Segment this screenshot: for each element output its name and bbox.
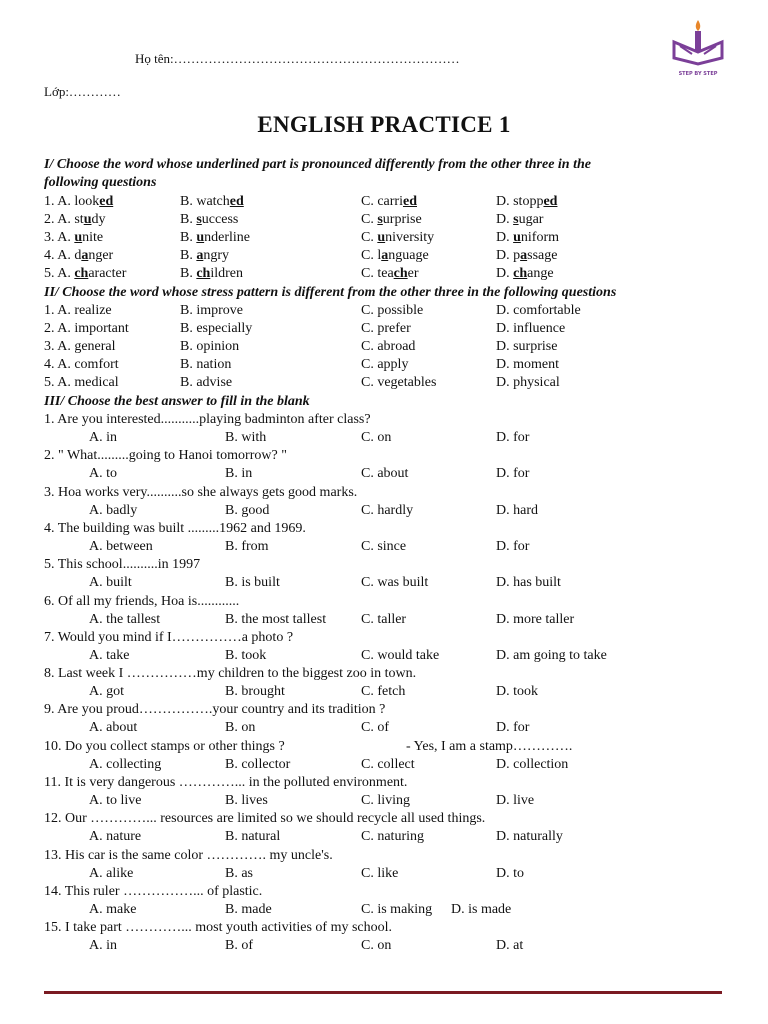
answer-option-a[interactable]: A. alike <box>89 865 134 881</box>
question-text: 1. Are you interested...........playing badminton after class? <box>44 412 371 427</box>
answer-options-row <box>0 937 768 955</box>
option-a: 1. A. looked <box>44 194 114 209</box>
answer-option-a[interactable]: A. about <box>89 720 138 736</box>
answer-option-d[interactable]: D. took <box>496 684 538 700</box>
answer-option-d[interactable]: D. hard <box>496 502 538 518</box>
answer-option-a[interactable]: A. to live <box>89 793 142 808</box>
answer-option-b[interactable]: B. in <box>225 466 253 482</box>
option-c: C. prefer <box>361 321 411 336</box>
page-title: ENGLISH PRACTICE 1 <box>257 112 511 137</box>
section2-question-row <box>0 338 768 356</box>
section1-question-row <box>0 193 768 211</box>
answer-option-d[interactable]: D. has built <box>496 575 561 591</box>
answer-option-c[interactable]: C. naturing <box>361 829 424 845</box>
option-c: C. vegetables <box>361 375 437 390</box>
answer-option-a[interactable]: A. the tallest <box>89 611 161 627</box>
option-d: D. comfortable <box>496 303 581 318</box>
answer-option-d[interactable]: D. at <box>496 938 524 954</box>
answer-option-a[interactable]: A. built <box>89 575 132 591</box>
answer-options-row <box>0 611 768 629</box>
answer-option-d[interactable]: D. for <box>496 430 530 445</box>
answer-option-c[interactable]: C. taller <box>361 611 407 627</box>
answer-option-c[interactable]: C. on <box>361 938 392 954</box>
question-text: 14. This ruler ……………... of plastic. <box>44 883 263 899</box>
answer-option-a[interactable]: A. got <box>89 684 124 700</box>
answer-option-a[interactable]: A. make <box>89 901 137 917</box>
answer-options-row <box>0 719 768 737</box>
option-a: 5. A. character <box>44 266 127 281</box>
option-c: C. carried <box>361 194 417 209</box>
question-text: 4. The building was built .........1962 and 1969. <box>44 520 306 536</box>
answer-option-c[interactable]: C. hardly <box>361 502 414 518</box>
answer-option-a[interactable]: A. nature <box>89 829 142 845</box>
answer-option-d[interactable]: D. collection <box>496 756 569 772</box>
step-by-step-logo <box>666 14 730 78</box>
answer-option-d[interactable]: D. more taller <box>496 611 575 627</box>
option-b: B. children <box>180 266 243 281</box>
question-text: 7. Would you mind if I……………a photo ? <box>44 629 294 645</box>
answer-option-b[interactable]: B. of <box>225 938 253 954</box>
option-b: B. opinion <box>180 339 240 354</box>
answer-options-row <box>0 647 768 665</box>
option-c: C. language <box>361 248 429 263</box>
answer-option-c[interactable]: C. is making <box>361 901 433 917</box>
answer-option-d[interactable]: D. is made <box>451 901 512 917</box>
question-text: 15. I take part …………... most youth activities of my school. <box>44 920 393 936</box>
option-a: 2. A. study <box>44 212 106 227</box>
answer-option-c[interactable]: C. of <box>361 720 389 736</box>
section1-question-row <box>0 247 768 265</box>
answer-options-row <box>0 828 768 846</box>
option-a: 2. A. important <box>44 321 129 336</box>
section2-question-row <box>0 374 768 392</box>
answer-option-a[interactable]: A. to <box>89 466 117 482</box>
answer-option-d[interactable]: D. for <box>496 720 530 736</box>
question-text: 2. " What.........going to Hanoi tomorrow? " <box>44 448 287 464</box>
answer-options-row <box>0 502 768 520</box>
answer-option-a[interactable]: A. take <box>89 647 130 663</box>
answer-option-c[interactable]: C. since <box>361 538 407 554</box>
answer-option-c[interactable]: C. collect <box>361 756 415 772</box>
option-a: 3. A. unite <box>44 230 104 245</box>
answer-option-b[interactable]: B. the most tallest <box>225 611 327 627</box>
question-text: 12. Our …………... resources are limited so we should recycle all used things. <box>44 811 486 827</box>
option-c: C. apply <box>361 357 409 372</box>
option-d: D. sugar <box>496 212 544 227</box>
answer-options-row <box>0 901 768 919</box>
option-d: D. physical <box>496 375 560 390</box>
answer-option-c[interactable]: C. would take <box>361 647 440 663</box>
answer-option-b[interactable]: B. from <box>225 538 269 554</box>
option-b: B. improve <box>180 303 243 318</box>
section1-question-row <box>0 265 768 283</box>
answer-option-d[interactable]: D. for <box>496 466 530 482</box>
answer-option-b[interactable]: B. with <box>225 430 267 445</box>
answer-options-row <box>0 429 768 447</box>
answer-options-row <box>0 538 768 556</box>
question-text: 13. His car is the same color …………. my uncle's. <box>44 847 333 863</box>
option-a: 4. A. danger <box>44 248 114 263</box>
question-text: 3. Hoa works very..........so she always gets good marks. <box>44 484 358 500</box>
option-d: D. passage <box>496 248 558 263</box>
option-d: D. uniform <box>496 230 560 245</box>
option-a: 3. A. general <box>44 339 116 354</box>
section1-question-row <box>0 211 768 229</box>
answer-option-d[interactable]: D. for <box>496 538 530 554</box>
question-text: 5. This school..........in 1997 <box>44 557 201 573</box>
option-c: C. abroad <box>361 339 416 354</box>
option-b: B. watched <box>180 194 244 209</box>
answer-option-d[interactable]: D. to <box>496 865 524 881</box>
answer-option-b[interactable]: B. brought <box>225 684 285 700</box>
answer-option-d[interactable]: D. am going to take <box>496 647 607 663</box>
answer-option-c[interactable]: C. living <box>361 793 411 808</box>
answer-options-row <box>0 865 768 883</box>
answer-option-b[interactable]: B. good <box>225 502 270 518</box>
option-c: C. university <box>361 230 435 245</box>
option-b: B. success <box>180 212 239 227</box>
section1-heading: I/ Choose the word whose underlined part is pronounced differently from the other three in the following questions <box>44 157 591 190</box>
answer-option-b[interactable]: B. collector <box>225 756 291 772</box>
class-field-label: Lớp:………… <box>44 84 121 99</box>
answer-option-a[interactable]: A. collecting <box>89 756 162 772</box>
option-b: B. underline <box>180 230 251 245</box>
answer-option-b[interactable]: B. natural <box>225 829 281 845</box>
answer-option-b[interactable]: B. took <box>225 647 267 663</box>
option-a: 1. A. realize <box>44 303 112 318</box>
answer-options-row <box>0 465 768 483</box>
option-c: C. teacher <box>361 266 419 281</box>
answer-option-c[interactable]: C. on <box>361 430 392 445</box>
option-b: B. angry <box>180 248 230 263</box>
answer-option-a[interactable]: A. between <box>89 538 153 554</box>
option-d: D. change <box>496 266 554 281</box>
answer-option-c[interactable]: C. fetch <box>361 684 406 700</box>
name-field-label: Họ tên:………………………………………………………… <box>135 51 460 66</box>
option-b: B. especially <box>180 321 253 336</box>
answer-option-a[interactable]: A. badly <box>89 502 138 518</box>
footer-divider <box>44 991 722 994</box>
answer-option-c[interactable]: C. was built <box>361 575 429 591</box>
answer-options-row <box>0 574 768 592</box>
answer-option-b[interactable]: B. made <box>225 901 272 917</box>
question-text: 6. Of all my friends, Hoa is............ <box>44 593 240 609</box>
answer-option-d[interactable]: D. live <box>496 793 535 808</box>
answer-option-d[interactable]: D. naturally <box>496 829 563 845</box>
section1-question-row <box>0 229 768 247</box>
section2-question-row <box>0 320 768 338</box>
section2-question-row <box>0 356 768 374</box>
answer-option-c[interactable]: C. like <box>361 865 399 881</box>
answer-option-b[interactable]: B. is built <box>225 575 280 591</box>
option-c: C. possible <box>361 303 424 318</box>
answer-option-b[interactable]: B. on <box>225 720 256 736</box>
answer-options-row <box>0 683 768 701</box>
option-a: 5. A. medical <box>44 375 119 390</box>
option-d: D. stopped <box>496 194 558 209</box>
answer-option-b[interactable]: B. as <box>225 865 253 881</box>
answer-option-a[interactable]: A. in <box>89 938 117 954</box>
question-text: 11. It is very dangerous …………... in the polluted environment. <box>44 775 408 790</box>
option-d: D. moment <box>496 357 559 372</box>
section3-heading: III/ Choose the best answer to fill in the blank <box>44 394 310 409</box>
question-text: 9. Are you proud…………….your country and its tradition ? <box>44 702 386 718</box>
option-d: D. surprise <box>496 339 558 354</box>
answer-options-row <box>0 792 768 810</box>
option-d: D. influence <box>496 321 566 336</box>
answer-option-c[interactable]: C. about <box>361 466 409 482</box>
option-b: B. nation <box>180 357 232 372</box>
option-a: 4. A. comfort <box>44 357 119 372</box>
answer-option-b[interactable]: B. lives <box>225 793 268 808</box>
option-c: C. surprise <box>361 212 422 227</box>
answer-option-a[interactable]: A. in <box>89 430 117 445</box>
section2-question-row <box>0 302 768 320</box>
option-b: B. advise <box>180 375 233 390</box>
svg-text:STEP BY STEP: STEP BY STEP <box>678 71 718 77</box>
section2-heading: II/ Choose the word whose stress pattern is different from the other three in the following questions <box>44 285 617 300</box>
answer-options-row <box>0 756 768 774</box>
question-text: 8. Last week I ……………my children to the biggest zoo in town. <box>44 666 417 682</box>
question-text: 10. Do you collect stamps or other things ? - Yes, I am a stamp…………. <box>44 738 573 754</box>
